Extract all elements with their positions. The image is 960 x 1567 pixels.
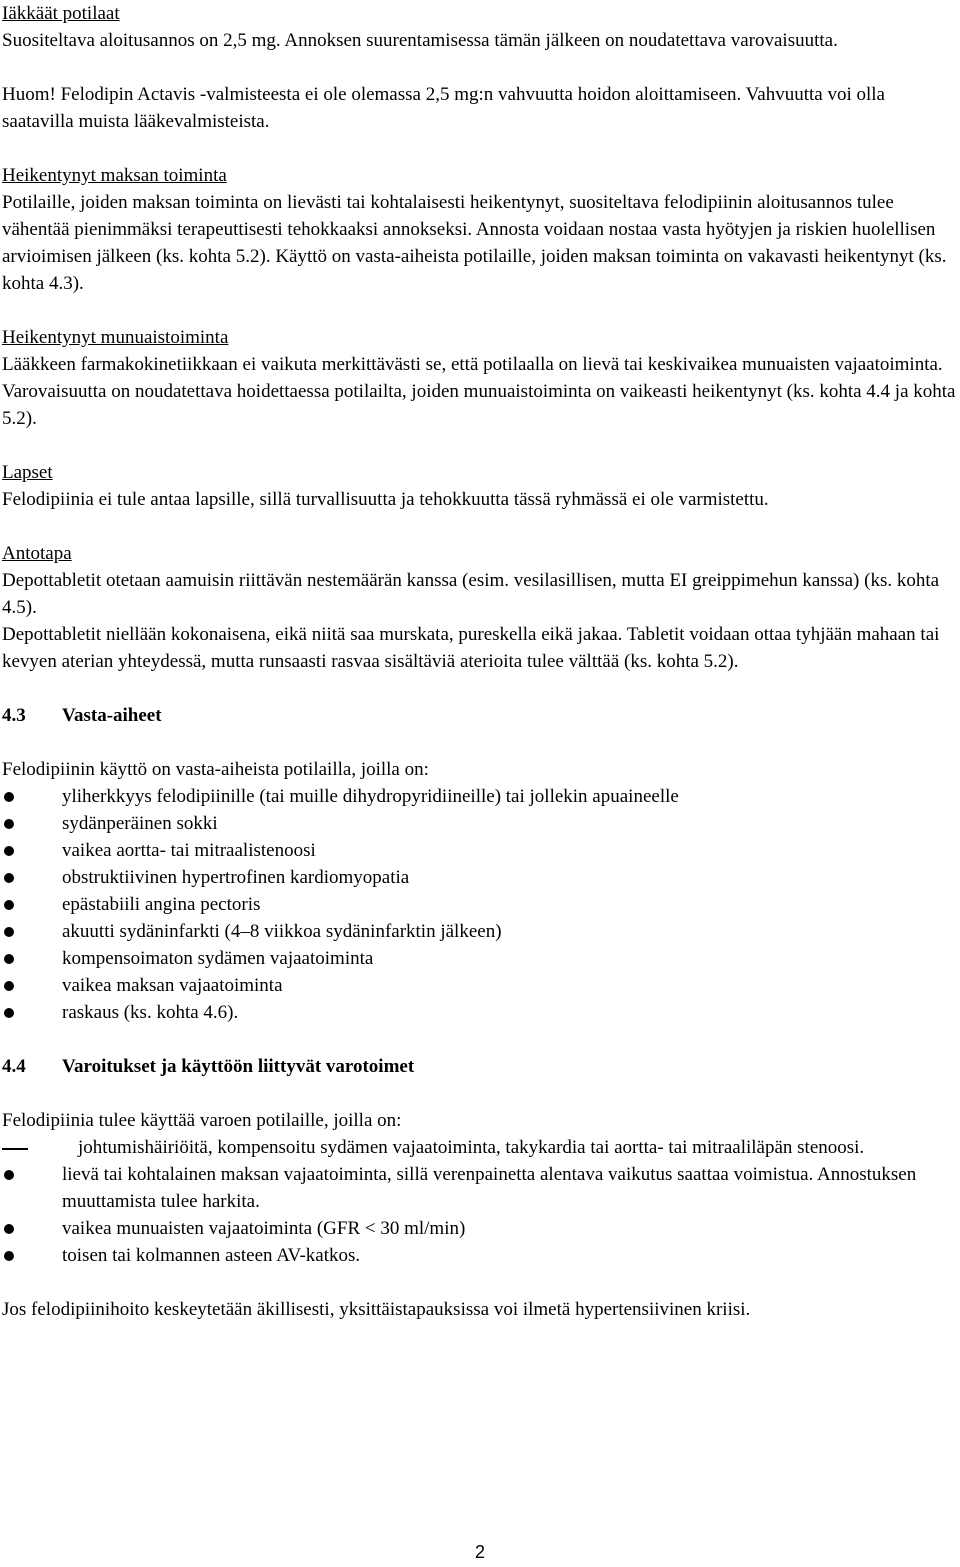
list-item xyxy=(2,918,958,945)
bullet-icon xyxy=(4,819,14,829)
hepatic-section xyxy=(2,162,958,297)
administration-section xyxy=(2,540,958,675)
section-4-4-intro: Felodipiinia tulee käyttää varoen potilaille, joilla on: xyxy=(2,1110,402,1131)
bullet-icon xyxy=(4,792,14,802)
bullet-icon xyxy=(4,1224,14,1234)
section-4-4-title: Varoitukset ja käyttöön liittyvät varotoimet xyxy=(62,1056,415,1077)
warnings-list xyxy=(2,1134,958,1269)
section-4-3-heading xyxy=(2,702,958,729)
section-4-4-number: 4.4 xyxy=(2,1056,26,1077)
elderly-section xyxy=(2,0,958,135)
administration-heading: Antotapa xyxy=(2,543,72,564)
list-item xyxy=(2,891,958,918)
contraindication-list xyxy=(2,783,958,1026)
section-4-4-outro: Jos felodipiinihoito keskeytetään äkillisesti, yksittäistapauksissa voi ilmetä hypertensiivinen kriisi. xyxy=(2,1299,751,1320)
list-item-text: akuutti sydäninfarkti (4–8 viikkoa sydäninfarktin jälkeen) xyxy=(62,921,502,942)
bullet-icon xyxy=(4,1170,14,1180)
bullet-icon xyxy=(4,1008,14,1018)
list-item xyxy=(2,945,958,972)
renal-section xyxy=(2,324,958,432)
elderly-paragraph-2: Huom! Felodipin Actavis -valmisteesta ei ole olemassa 2,5 mg:n vahvuutta hoidon aloittamiseen. Vahvuutta voi olla saatavilla muista lääkevalmisteista. xyxy=(2,84,885,132)
list-item xyxy=(2,1161,958,1215)
administration-paragraph-1: Depottabletit otetaan aamuisin riittävän nestemäärän kanssa (esim. vesilasillisen, mutta EI greippimehun kanssa) (ks. kohta 4.5). xyxy=(2,570,940,618)
list-item xyxy=(2,1134,958,1161)
section-4-3 xyxy=(2,702,958,1026)
renal-heading: Heikentynyt munuaistoiminta xyxy=(2,327,229,348)
dash-icon xyxy=(2,1148,28,1150)
page-number: 2 xyxy=(474,1542,485,1562)
bullet-icon xyxy=(4,1251,14,1261)
children-paragraph: Felodipiinia ei tule antaa lapsille, sillä turvallisuutta ja tehokkuutta tässä ryhmässä ei ole varmistettu. xyxy=(2,489,769,510)
list-item-text: raskaus (ks. kohta 4.6). xyxy=(62,1002,239,1023)
renal-paragraph: Lääkkeen farmakokinetiikkaan ei vaikuta merkittävästi se, että potilaalla on lievä tai keskivaikea munuaisten vajaatoiminta. Varovaisuutta on noudatettava hoidettaessa potilailta, joiden munuaistoiminta on vaikeasti heikentynyt (ks. kohta 4.4 ja kohta 5.2). xyxy=(2,354,956,429)
section-4-4 xyxy=(2,1053,958,1323)
list-item-text: yliherkkyys felodipiinille (tai muille dihydropyridiineille) tai jollekin apuaineelle xyxy=(62,786,679,807)
section-4-3-title: Vasta-aiheet xyxy=(62,705,162,726)
list-item-text: toisen tai kolmannen asteen AV-katkos. xyxy=(62,1245,361,1266)
list-item-text: lievä tai kohtalainen maksan vajaatoiminta, sillä verenpainetta alentava vaikutus saattaa voimistua. Annostuksen muuttamista tulee harkita. xyxy=(62,1164,917,1212)
list-item xyxy=(2,999,958,1026)
list-item-text: sydänperäinen sokki xyxy=(62,813,218,834)
list-item xyxy=(2,810,958,837)
list-item xyxy=(2,837,958,864)
list-item-text: vaikea munuaisten vajaatoiminta (GFR < 30 ml/min) xyxy=(62,1218,466,1239)
elderly-heading: Iäkkäät potilaat xyxy=(2,3,120,24)
list-item xyxy=(2,972,958,999)
section-4-3-number: 4.3 xyxy=(2,705,26,726)
children-heading: Lapset xyxy=(2,462,53,483)
bullet-icon xyxy=(4,954,14,964)
hepatic-heading: Heikentynyt maksan toiminta xyxy=(2,165,227,186)
section-4-3-intro: Felodipiinin käyttö on vasta-aiheista potilailla, joilla on: xyxy=(2,759,429,780)
list-item-text: epästabiili angina pectoris xyxy=(62,894,261,915)
administration-paragraph-2: Depottabletit niellään kokonaisena, eikä niitä saa murskata, pureskella eikä jakaa. Tabletit voidaan ottaa tyhjään mahaan tai kevyen aterian yhteydessä, mutta runsaasti rasvaa sisältäviä aterioita tulee välttää (ks. kohta 5.2). xyxy=(2,624,940,672)
list-item-text: obstruktiivinen hypertrofinen kardiomyopatia xyxy=(62,867,410,888)
bullet-icon xyxy=(4,927,14,937)
section-4-4-heading xyxy=(2,1053,958,1080)
list-item xyxy=(2,864,958,891)
bullet-icon xyxy=(4,873,14,883)
bullet-icon xyxy=(4,900,14,910)
list-item xyxy=(2,1215,958,1242)
list-item-text: vaikea maksan vajaatoiminta xyxy=(62,975,283,996)
list-item-text: vaikea aortta- tai mitraalistenoosi xyxy=(62,840,316,861)
list-item-text: kompensoimaton sydämen vajaatoiminta xyxy=(62,948,374,969)
list-item xyxy=(2,1242,958,1269)
hepatic-paragraph: Potilaille, joiden maksan toiminta on lievästi tai kohtalaisesti heikentynyt, suositeltava felodipiinin aloitusannos tulee vähentää pienimmäksi terapeuttisesti tehokkaaksi annokseksi. Annosta voidaan nostaa vasta hyötyjen ja riskien huolellisen arvioimisen jälkeen (ks. kohta 5.2). Käyttö on vasta-aiheista potilaille, joiden maksan toiminta on vakavasti heikentynyt (ks. kohta 4.3). xyxy=(2,192,947,294)
bullet-icon xyxy=(4,981,14,991)
elderly-paragraph-1: Suositeltava aloitusannos on 2,5 mg. Annoksen suurentamisessa tämän jälkeen on noudatettava varovaisuutta. xyxy=(2,30,838,51)
list-item xyxy=(2,783,958,810)
list-item-text: johtumishäiriöitä, kompensoitu sydämen vajaatoiminta, takykardia tai aortta- tai mitraaliläpän stenoosi. xyxy=(78,1137,865,1158)
bullet-icon xyxy=(4,846,14,856)
children-section xyxy=(2,459,958,513)
